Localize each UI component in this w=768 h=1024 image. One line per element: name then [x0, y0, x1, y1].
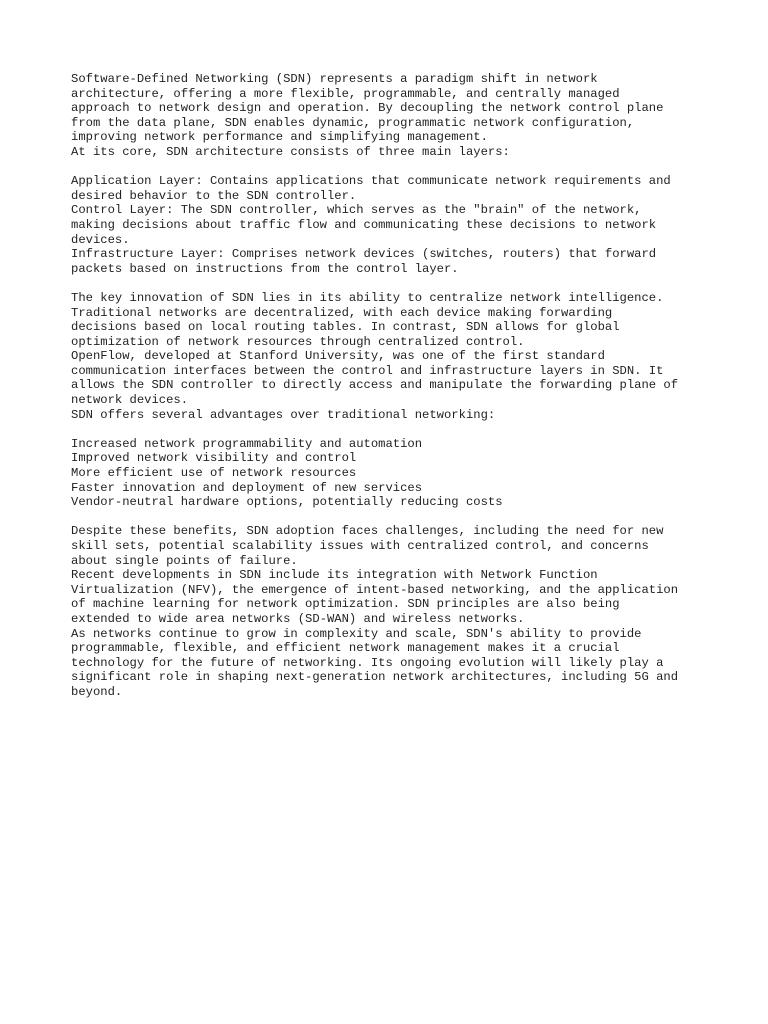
blank-line: [71, 276, 711, 291]
text-line: packets based on instructions from the control layer.: [71, 261, 459, 276]
blank-line: [71, 510, 711, 525]
text-line: Software-Defined Networking (SDN) represents a paradigm shift in network: [71, 72, 598, 86]
text-line: The key innovation of SDN lies in its ability to centralize network intelligence.: [71, 290, 664, 305]
document-body: [71, 72, 711, 700]
text-line: communication interfaces between the control and infrastructure layers in SDN. It: [71, 363, 664, 378]
list-item: More efficient use of network resources: [71, 466, 357, 481]
text-line: Infrastructure Layer: Comprises network devices (switches, routers) that forward: [71, 247, 657, 262]
text-line: skill sets, potential scalability issues with centralized control, and concerns: [71, 539, 649, 553]
text-line: of machine learning for network optimization. SDN principles are also being: [71, 597, 620, 612]
text-line: approach to network design and operation. By decoupling the network control plane: [71, 101, 664, 116]
text-line: significant role in shaping next-generation network architectures, including 5G and: [71, 670, 679, 685]
text-line: architecture, offering a more flexible, programmable, and centrally managed: [71, 86, 620, 101]
advantages-list: [71, 437, 711, 510]
text-line: As networks continue to grow in complexity and scale, SDN's ability to provide: [71, 626, 642, 641]
text-line: programmable, flexible, and efficient network management makes it a crucial: [71, 641, 620, 656]
text-line: desired behavior to the SDN controller.: [71, 188, 357, 203]
text-line: Traditional networks are decentralized, with each device making forwarding: [71, 305, 613, 320]
text-line: technology for the future of networking. Its ongoing evolution will likely play a: [71, 655, 664, 670]
text-line: SDN offers several advantages over traditional networking:: [71, 407, 496, 422]
text-line: improving network performance and simplifying management.: [71, 130, 488, 145]
text-line: Despite these benefits, SDN adoption faces challenges, including the need for new: [71, 524, 664, 539]
text-line: allows the SDN controller to directly access and manipulate the forwarding plane of: [71, 378, 679, 393]
text-line: network devices.: [71, 393, 189, 408]
conclusion-paragraph: [71, 524, 711, 699]
layers-list: [71, 174, 711, 276]
text-line: extended to wide area networks (SD-WAN) and wireless networks.: [71, 611, 525, 626]
text-line: At its core, SDN architecture consists of three main layers:: [71, 144, 510, 159]
list-item: Faster innovation and deployment of new services: [71, 480, 423, 495]
text-line: optimization of network resources through centralized control.: [71, 334, 525, 349]
list-item: Increased network programmability and automation: [71, 436, 423, 451]
list-item: Vendor-neutral hardware options, potentially reducing costs: [71, 495, 503, 510]
text-line: Virtualization (NFV), the emergence of intent-based networking, and the application: [71, 582, 679, 597]
blank-line: [71, 422, 711, 437]
blank-line: [71, 160, 711, 175]
text-line: Control Layer: The SDN controller, which serves as the "brain" of the network,: [71, 203, 642, 218]
text-line: Recent developments in SDN include its integration with Network Function: [71, 568, 598, 583]
innovation-paragraph: [71, 291, 711, 422]
text-line: Application Layer: Contains applications that communicate network requirements and: [71, 174, 671, 189]
text-line: making decisions about traffic flow and communicating these decisions to network: [71, 217, 657, 232]
text-line: OpenFlow, developed at Stanford University, was one of the first standard: [71, 349, 605, 364]
intro-paragraph: [71, 72, 711, 160]
text-line: from the data plane, SDN enables dynamic, programmatic network configuration,: [71, 115, 635, 130]
list-item: Improved network visibility and control: [71, 451, 357, 466]
text-line: beyond.: [71, 684, 123, 699]
text-line: about single points of failure.: [71, 553, 298, 568]
text-line: devices.: [71, 232, 130, 247]
text-line: decisions based on local routing tables. In contrast, SDN allows for global: [71, 320, 620, 335]
